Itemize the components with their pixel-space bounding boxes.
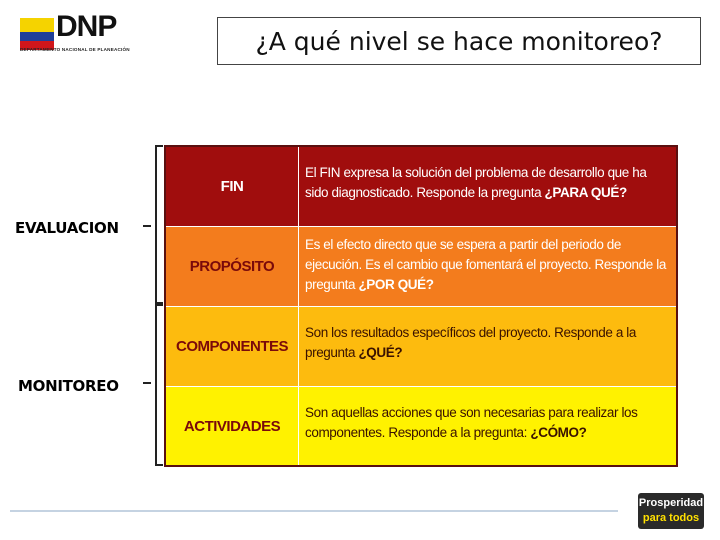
logic-matrix-table	[164, 145, 678, 467]
badge-line1: Prosperidad	[638, 497, 704, 509]
logo-word: DNP	[56, 10, 117, 43]
colombia-flag-icon	[20, 18, 54, 50]
description-cell: Son aquellas acciones que son necesarias para realizar los componentes. Responde a la pregunta: ¿CÓMO?	[305, 405, 638, 440]
monitoreo-bracket	[155, 302, 163, 466]
monitoreo-label: MONITOREO	[18, 377, 119, 395]
matrix-row-proposito	[166, 226, 676, 306]
level-cell: PROPÓSITO	[166, 227, 299, 306]
matrix-row-fin	[166, 147, 676, 226]
level-cell: COMPONENTES	[166, 307, 299, 386]
logo-subtitle: DEPARTAMENTO NACIONAL DE PLANEACIÓN	[20, 47, 130, 52]
evaluacion-dash	[143, 225, 151, 227]
prosperidad-badge	[638, 493, 704, 529]
description-cell: Es el efecto directo que se espera a partir del periodo de ejecución. Es el cambio que fomentará el proyecto. Responde la pregunta ¿POR QUÉ?	[305, 237, 666, 292]
level-cell: FIN	[166, 147, 299, 226]
dnp-logo	[20, 10, 160, 56]
description-cell: Son los resultados específicos del proyecto. Responde a la pregunta ¿QUÉ?	[305, 325, 637, 360]
matrix-row-componentes	[166, 306, 676, 386]
evaluacion-bracket	[155, 145, 163, 306]
monitoreo-dash	[143, 382, 151, 384]
matrix-row-actividades	[166, 386, 676, 465]
footer-divider	[10, 510, 618, 512]
slide-title: ¿A qué nivel se hace monitoreo?	[255, 26, 663, 56]
badge-line2: para todos	[642, 512, 700, 524]
evaluacion-label: EVALUACION	[15, 219, 119, 237]
description-cell: El FIN expresa la solución del problema de desarrollo que ha sido diagnosticado. Responde la pregunta ¿PARA QUÉ?	[305, 165, 647, 200]
level-cell: ACTIVIDADES	[166, 387, 299, 465]
slide-title-box	[217, 17, 701, 65]
